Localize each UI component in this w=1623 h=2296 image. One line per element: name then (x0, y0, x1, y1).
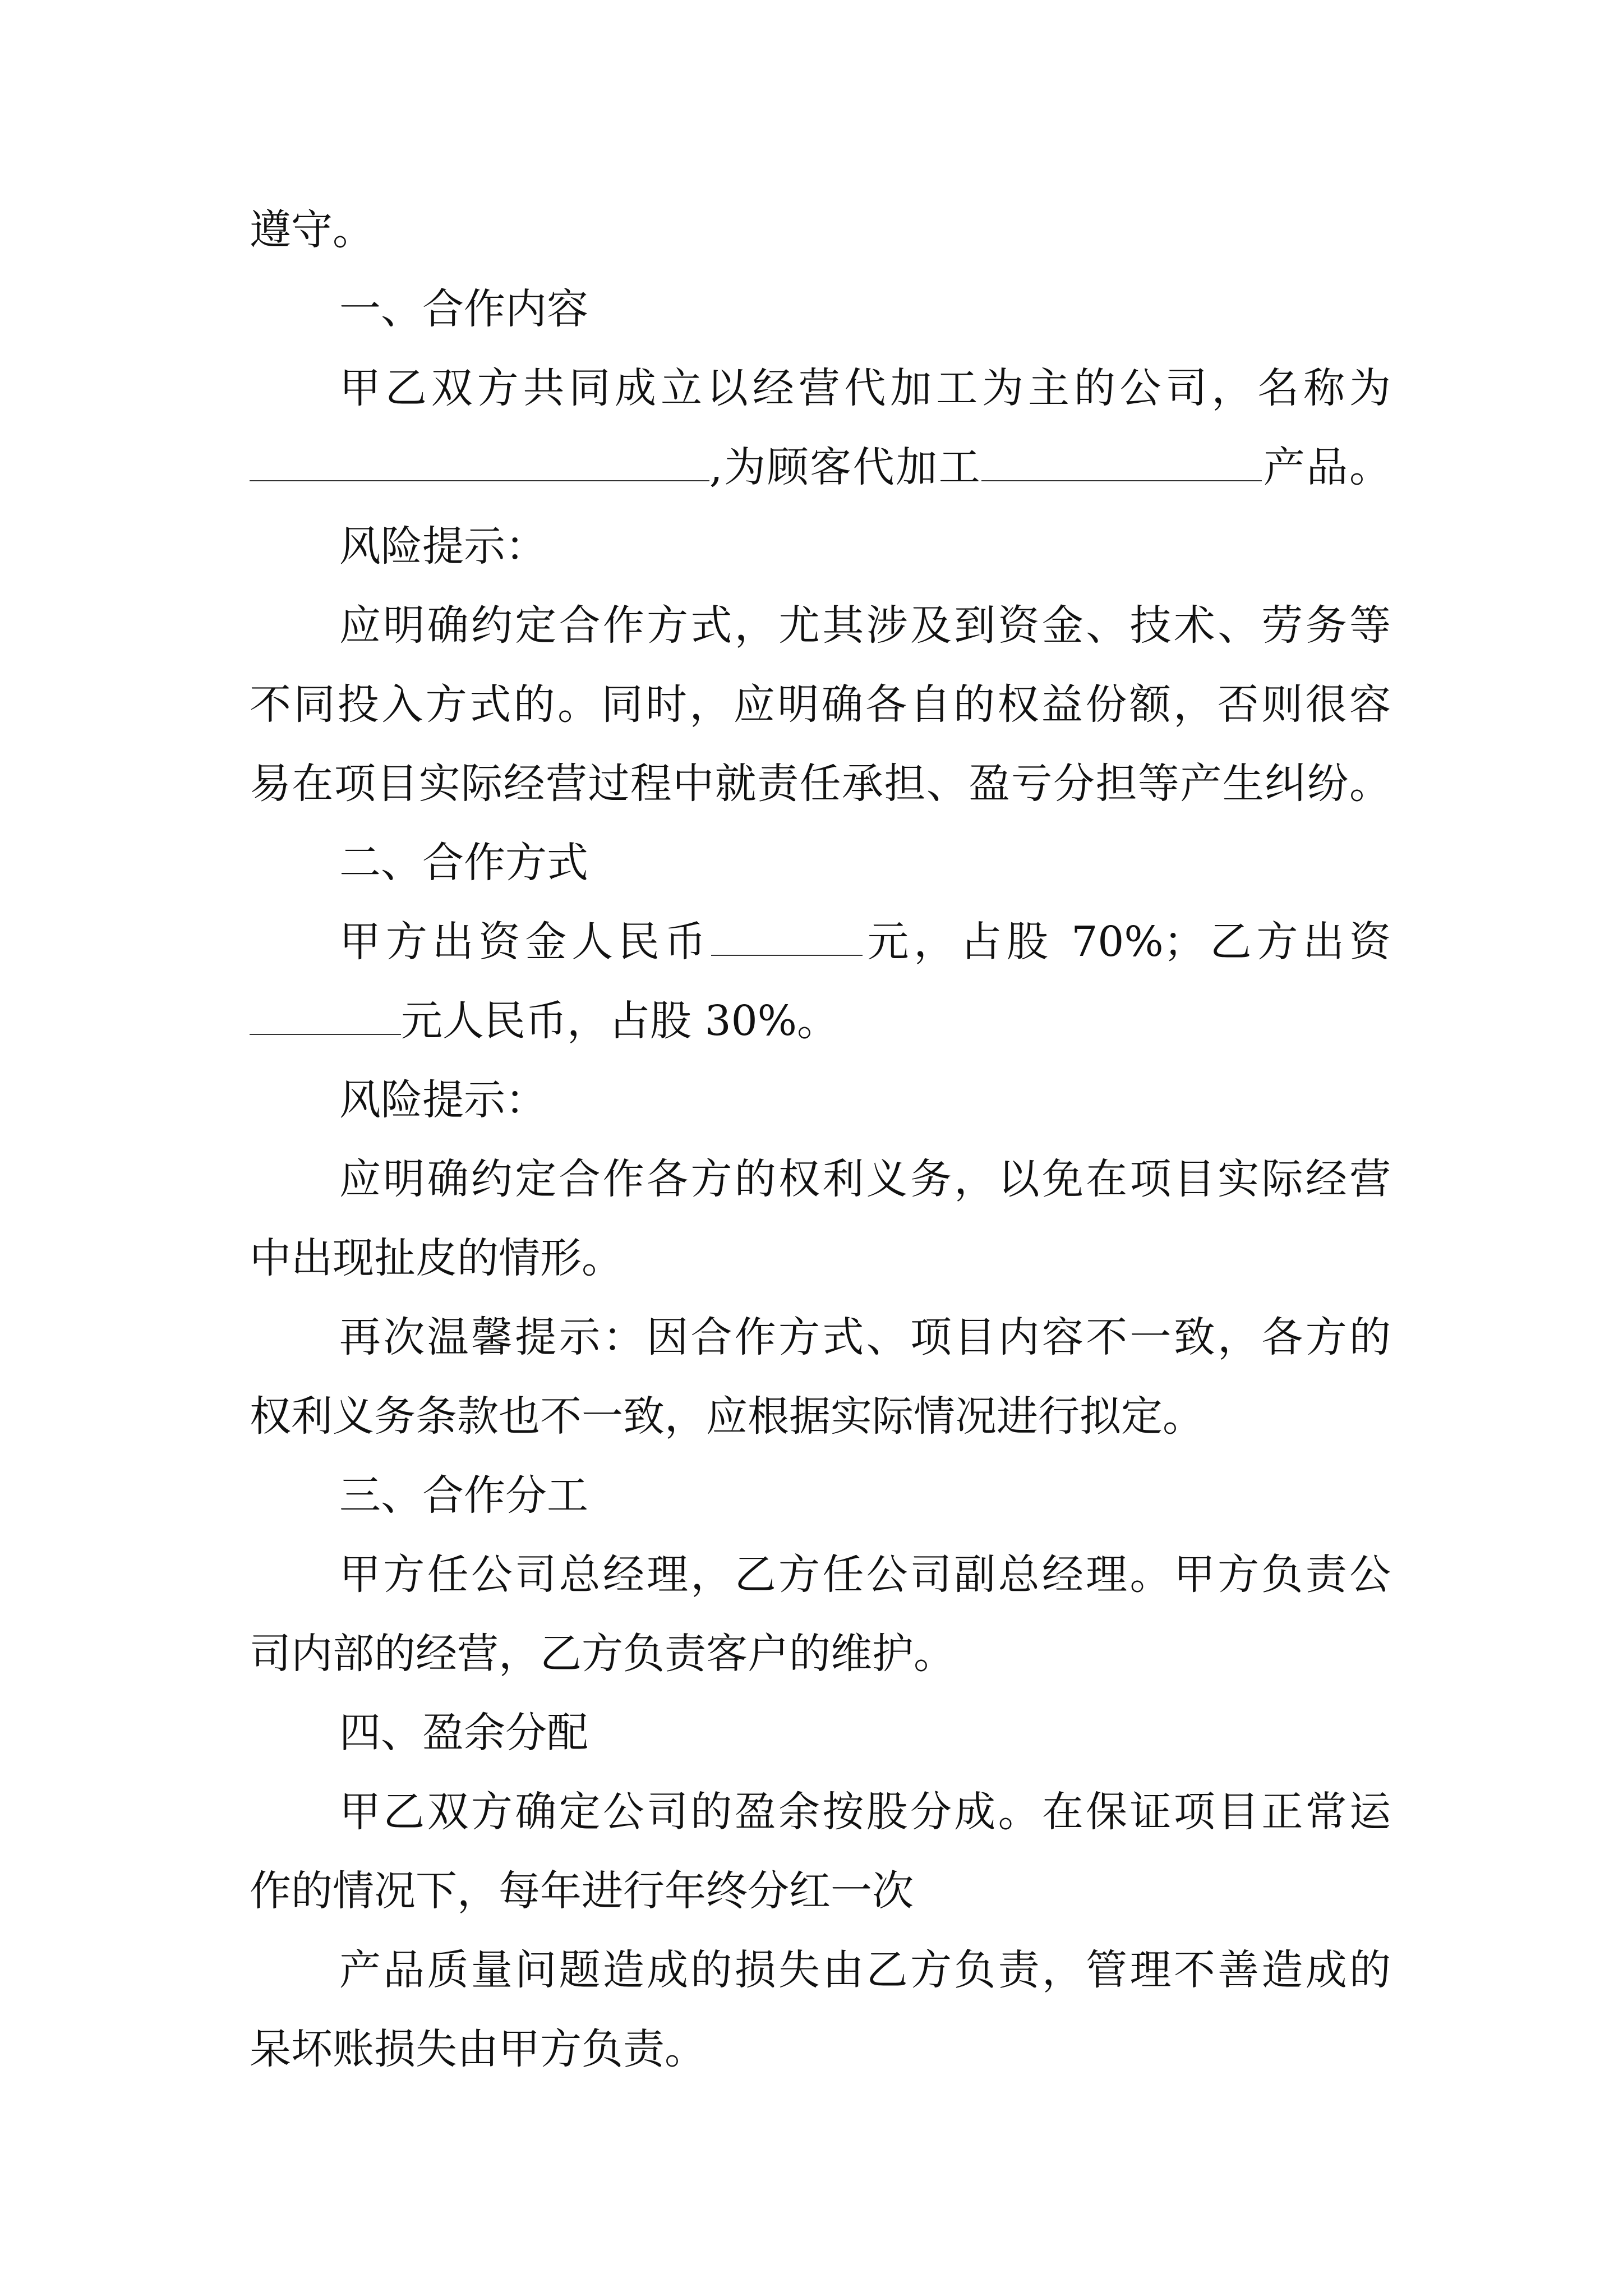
text-fragment: 产品。 (1262, 443, 1391, 491)
fill-blank-party-a-amount[interactable] (711, 921, 863, 956)
text-line: 权利义务条款也不一致，应根据实际情况进行拟定。 (250, 1392, 1204, 1441)
section-heading-division-of-work: 三、合作分工 (339, 1471, 588, 1520)
text-line: 作的情况下，每年进行年终分红一次 (250, 1867, 914, 1915)
text-line: 呆坏账损失由甲方负责。 (250, 2025, 706, 2073)
text-line-with-blanks (250, 428, 1391, 507)
text-line: 遵守。 (250, 206, 374, 254)
text-line: 再次温馨提示：因合作方式、项目内容不一致，各方的 (339, 1313, 1391, 1361)
section-heading-profit-distribution: 四、盈余分配 (339, 1709, 588, 1757)
text-line: 中出现扯皮的情形。 (250, 1234, 623, 1282)
fill-blank-company-name[interactable] (250, 447, 709, 481)
fill-blank-party-b-amount[interactable] (250, 1000, 401, 1035)
text-fragment: 甲方出资金人民币 (339, 918, 711, 966)
text-fragment: 元人民币，占股 30%。 (401, 997, 838, 1045)
text-fragment: 元，占股 70%；乙方出资 (862, 918, 1391, 966)
risk-notice-label: 风险提示： (339, 1076, 547, 1124)
section-heading-cooperation-content: 一、合作内容 (339, 285, 588, 333)
text-line-with-blanks (250, 903, 1391, 982)
text-line: 应明确约定合作各方的权利义务，以免在项目实际经营 (339, 1155, 1391, 1203)
text-line: 易在项目实际经营过程中就责任承担、盈亏分担等产生纠纷。 (250, 760, 1391, 808)
text-line: 司内部的经营，乙方负责客户的维护。 (250, 1630, 955, 1678)
text-line: 甲乙双方共同成立以经营代加工为主的公司，名称为 (339, 364, 1391, 412)
text-line: 不同投入方式的。同时，应明确各自的权益份额，否则很容 (250, 680, 1391, 729)
text-line-with-blanks (250, 982, 1391, 1061)
risk-notice-label: 风险提示： (339, 522, 547, 570)
text-line: 甲乙双方确定公司的盈余按股分成。在保证项目正常运 (339, 1788, 1391, 1836)
section-heading-cooperation-method: 二、合作方式 (339, 839, 588, 887)
fill-blank-product[interactable] (981, 447, 1262, 481)
text-fragment: ,为顾客代加工 (709, 443, 982, 491)
text-line: 应明确约定合作方式，尤其涉及到资金、技术、劳务等 (339, 601, 1391, 650)
document-page (250, 191, 1391, 2089)
text-line: 甲方任公司总经理，乙方任公司副总经理。甲方负责公 (339, 1550, 1391, 1599)
text-line: 产品质量问题造成的损失由乙方负责，管理不善造成的 (339, 1946, 1391, 1994)
